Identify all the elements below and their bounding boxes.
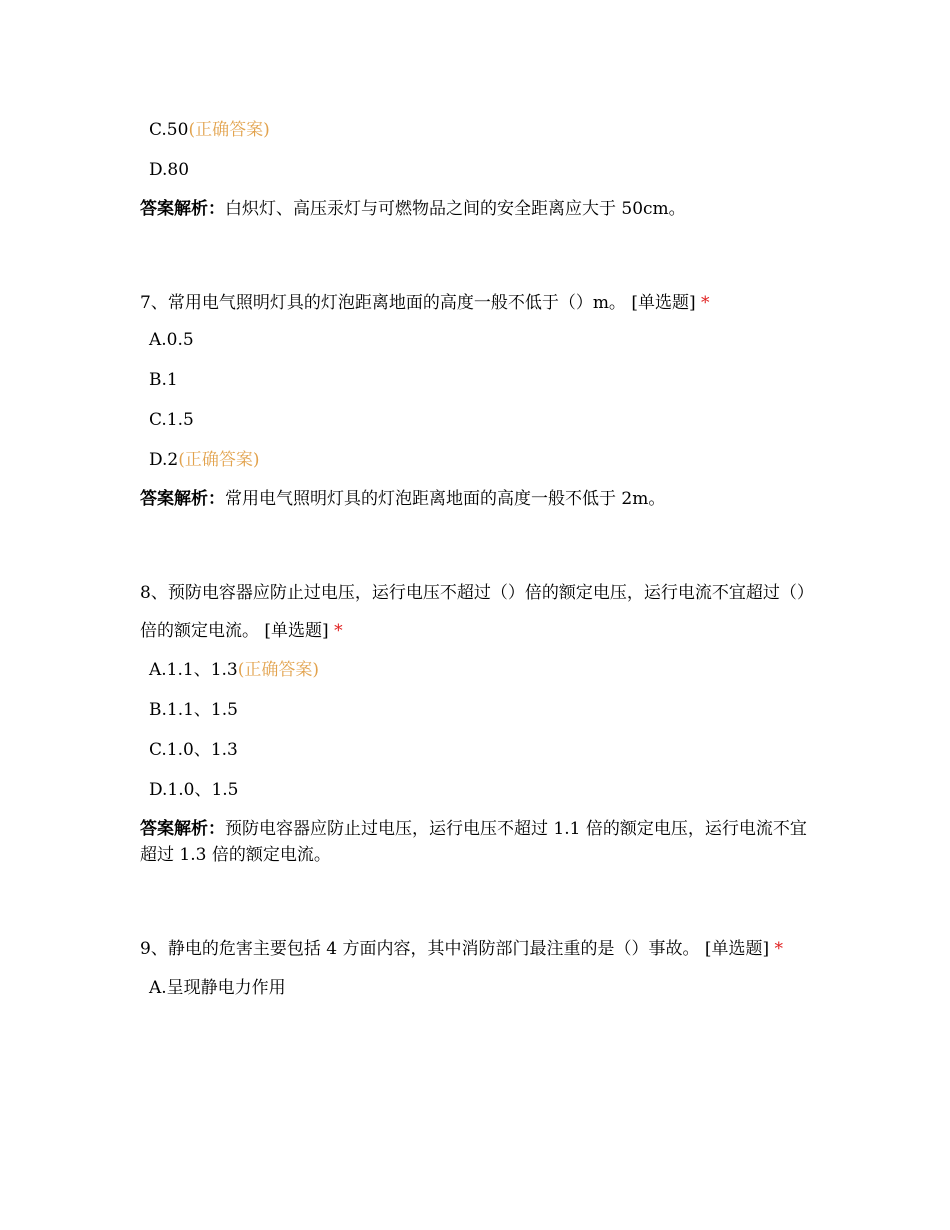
correct-answer-mark: (正确答案) (178, 450, 260, 470)
option-b: B.1 (149, 370, 178, 390)
question-type: [单选题] (631, 293, 696, 313)
option-a: A.0.5 (149, 330, 194, 350)
prev-question (140, 118, 810, 222)
question-text: 7、常用电气照明灯具的灯泡距离地面的高度一般不低于（）m。 [单选题] * (140, 293, 710, 313)
option-d: D.80 (149, 160, 190, 180)
option-c: C.50(正确答案) (149, 120, 270, 140)
question-type: [单选题] (264, 621, 329, 641)
answer-analysis: 答案解析：预防电容器应防止过电压，运行电压不超过 1.1 倍的额定电压，运行电流不宜超过 1.3 倍的额定电流。 (140, 819, 807, 865)
question-text: 9、静电的危害主要包括 4 方面内容，其中消防部门最注重的是（）事故。 [单选题] * (140, 939, 784, 959)
option-d: D.2(正确答案) (149, 450, 260, 470)
question-9 (140, 930, 810, 1000)
answer-analysis: 答案解析：白炽灯、高压汞灯与可燃物品之间的安全距离应大于 50cm。 (140, 199, 686, 219)
correct-answer-mark: (正确答案) (188, 120, 270, 140)
option-a: A.1.1、1.3(正确答案) (149, 660, 320, 680)
quiz-document (140, 118, 810, 1016)
question-7 (140, 284, 810, 512)
option-c: C.1.0、1.3 (149, 740, 238, 760)
option-c: C.1.5 (149, 410, 194, 430)
option-b: B.1.1、1.5 (149, 700, 238, 720)
required-star: * (334, 621, 343, 641)
required-star: * (774, 939, 784, 959)
option-d: D.1.0、1.5 (149, 780, 239, 800)
question-type: [单选题] (704, 939, 770, 959)
question-text: 8、预防电容器应防止过电压，运行电压不超过（）倍的额定电压，运行电流不宜超过（）倍的额定电流。 [单选题] * (140, 583, 806, 641)
required-star: * (701, 293, 710, 313)
correct-answer-mark: (正确答案) (237, 660, 320, 680)
option-a: A.呈现静电力作用 (149, 978, 286, 998)
answer-analysis: 答案解析：常用电气照明灯具的灯泡距离地面的高度一般不低于 2m。 (140, 489, 666, 509)
question-8 (140, 574, 810, 868)
